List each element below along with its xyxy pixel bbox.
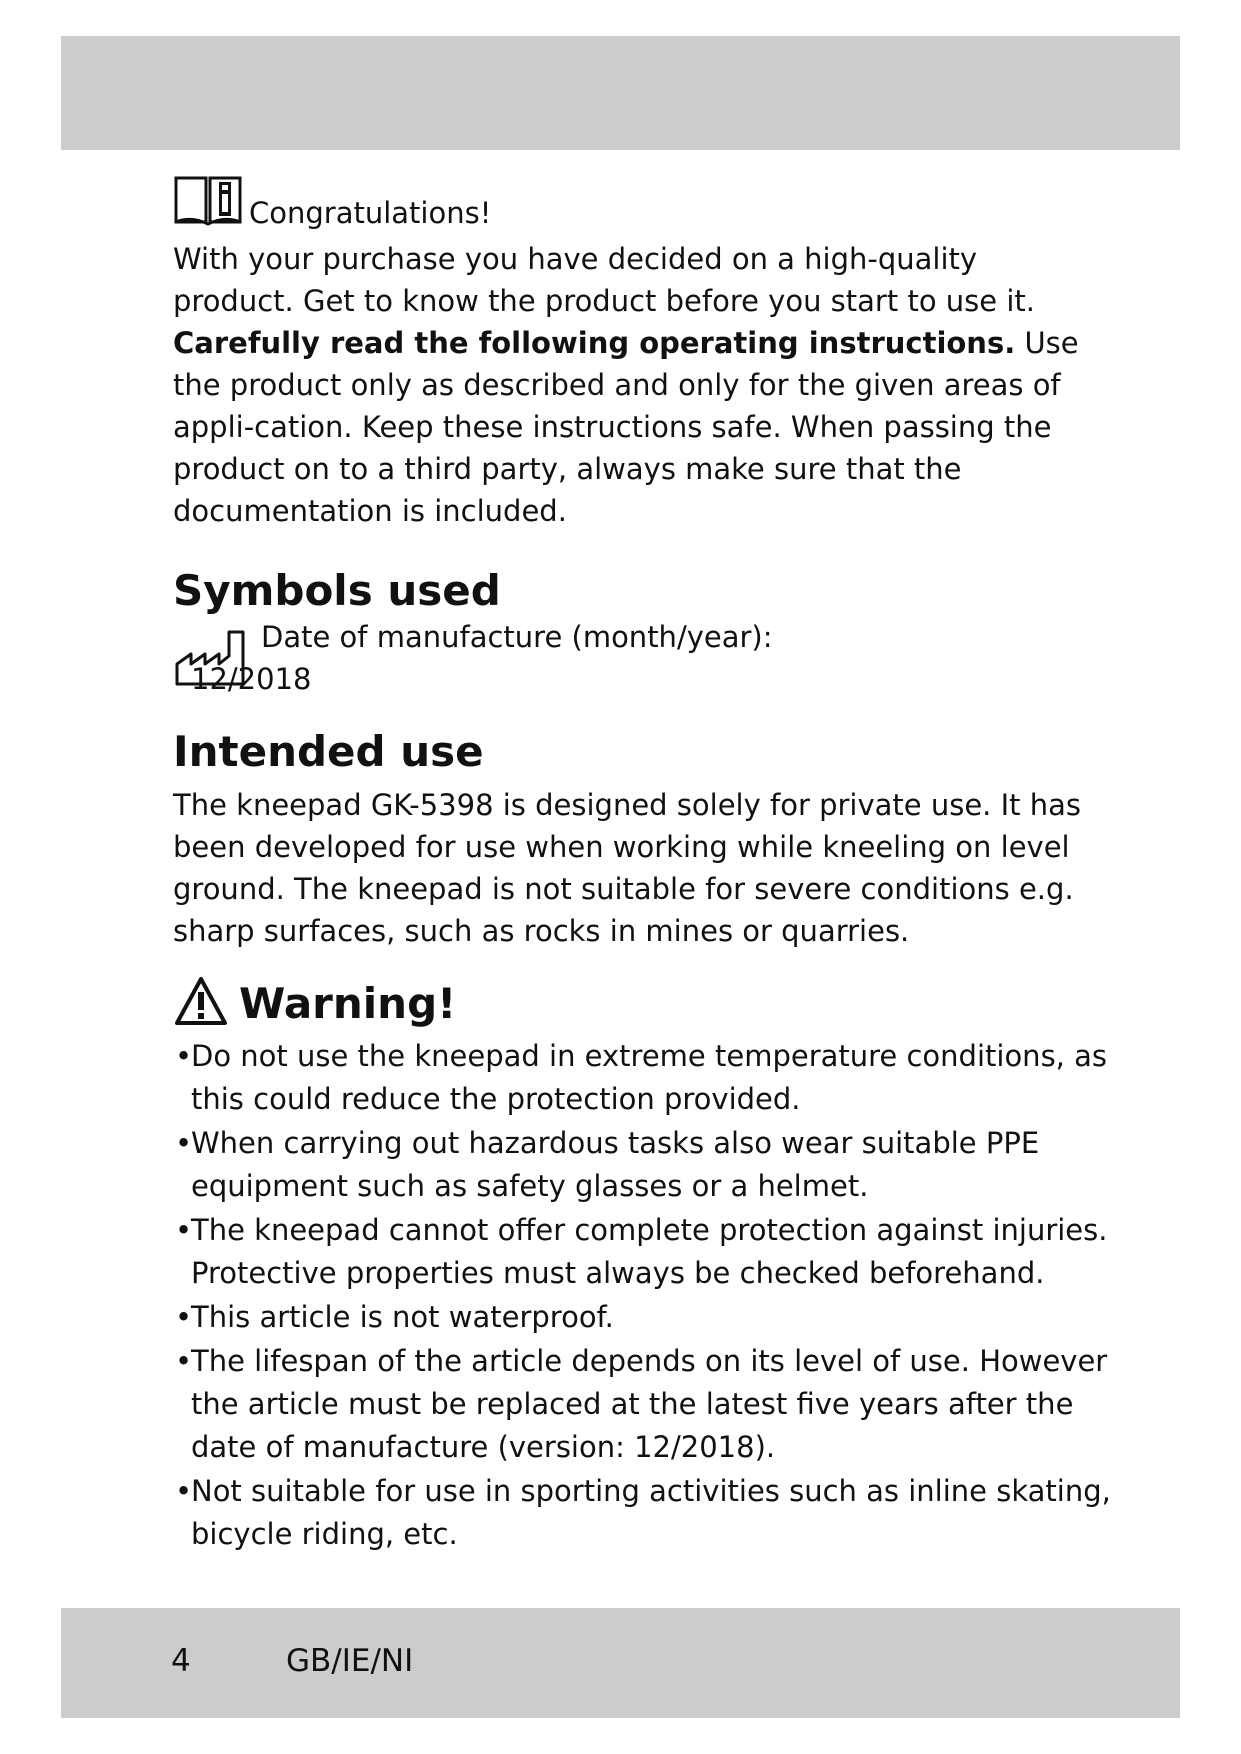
language-codes: GB/IE/NI — [286, 1643, 414, 1679]
warning-triangle-icon — [173, 975, 229, 1031]
manufacture-date-value: 12/2018 — [191, 662, 312, 696]
page-number: 4 — [171, 1643, 191, 1679]
manufacture-date-row — [173, 620, 973, 700]
list-item: • When carrying out hazardous tasks also wear suitable PPE equipment such as safety glasses or a helmet. — [173, 1122, 1113, 1208]
intro-text-1: With your purchase you have decided on a high-quality product. Get to know the product before you start to use it. — [173, 242, 1035, 318]
warning-list — [173, 1035, 1113, 1557]
header-band — [61, 36, 1180, 150]
symbols-heading: Symbols used — [173, 566, 501, 615]
list-item: • This article is not waterproof. — [173, 1296, 1113, 1339]
intro-text-bold: Carefully read the following operating instructions. — [173, 326, 1016, 360]
list-item: • The kneepad cannot offer complete protection against injuries. Protective properties must always be checked beforehand. — [173, 1209, 1113, 1295]
list-item: • The lifespan of the article depends on its level of use. However the article must be replaced at the latest five years after the date of manufacture (version: 12/2018). — [173, 1340, 1113, 1469]
intro-paragraph — [173, 238, 1103, 532]
intended-use-paragraph: The kneepad GK-5398 is designed solely for private use. It has been developed for use when working while kneeling on level ground. The kneepad is not suitable for severe conditions e.g. sharp surfaces, such as rocks in mines or quarries. — [173, 788, 1082, 948]
list-item: • Do not use the kneepad in extreme temperature conditions, as this could reduce the protection provided. — [173, 1035, 1113, 1121]
warning-heading: Warning! — [239, 979, 457, 1028]
list-item: • Not suitable for use in sporting activities such as inline skating, bicycle riding, etc. — [173, 1470, 1113, 1556]
footer-band — [61, 1608, 1180, 1718]
manufacture-date-label: Date of manufacture (month/year): — [261, 620, 773, 654]
congratulations-heading: Congratulations! — [249, 196, 492, 230]
intro-text-2: Use the product only as described and only for the given areas of appli-cation. Keep these instructions safe. When passing the product on to a third party, always make sure that the documentation is included. — [173, 326, 1079, 528]
info-book-icon — [173, 172, 245, 232]
intended-use-heading: Intended use — [173, 727, 484, 776]
